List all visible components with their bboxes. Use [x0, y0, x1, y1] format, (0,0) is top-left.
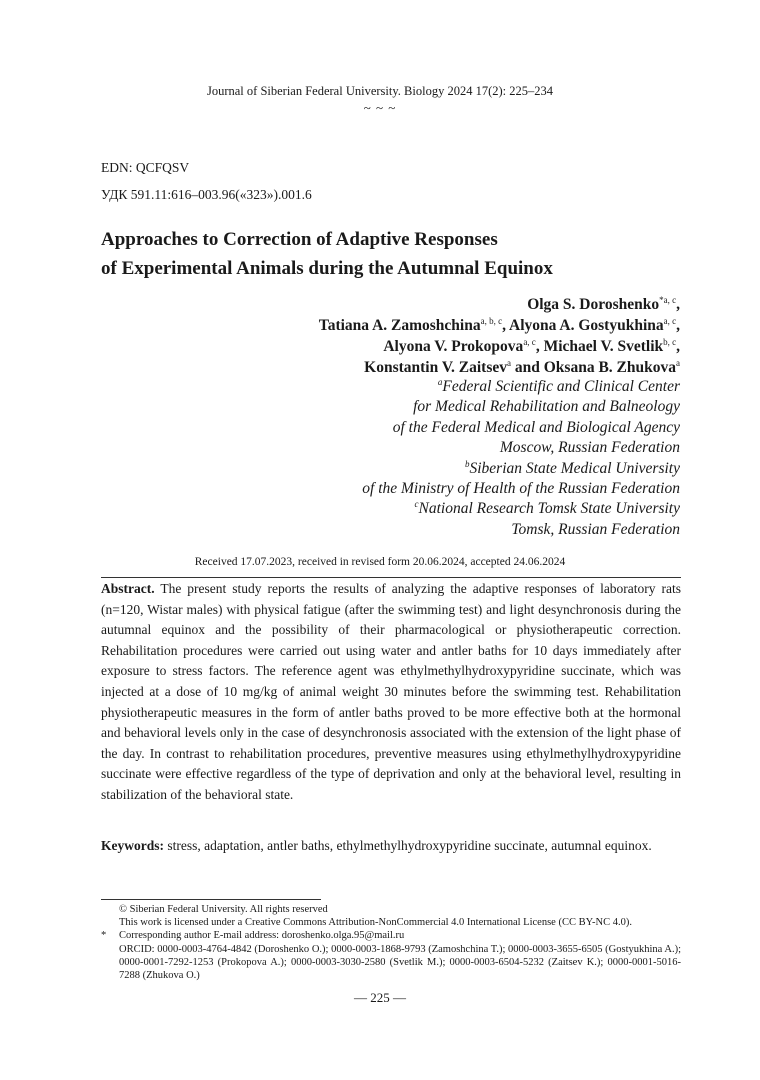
- author-line-1: Olga S. Doroshenko$^{*a, c}$,: [527, 294, 680, 313]
- title-line-1: Approaches to Correction of Adaptive Responses: [101, 229, 498, 250]
- udk-code: УДК 591.11:616–003.96(«323»).001.6: [101, 187, 312, 202]
- author-conjunction: and: [511, 359, 544, 376]
- author-name: Tatiana A. Zamoshchina: [318, 317, 481, 334]
- author-line-2: Tatiana A. Zamoshchina$^{a, b, c}$, Alyona A. Gostyukhina$^{a, c}$,: [318, 315, 680, 334]
- affiliation-line: Federal Scientific and Clinical Center: [442, 378, 680, 395]
- title-line-2: of Experimental Animals during the Autumnal Equinox: [101, 258, 553, 279]
- affiliation-list: [80, 377, 680, 540]
- journal-header: Journal of Siberian Federal University. Biology 2024 17(2): 225–234: [206, 84, 553, 98]
- footnote-spacer: [101, 903, 119, 916]
- author-name: Alyona V. Prokopova: [383, 338, 524, 355]
- author-affiliation-mark: b, c: [663, 336, 677, 347]
- abstract: [101, 579, 681, 806]
- author-name: Alyona A. Gostyukhina: [509, 317, 664, 334]
- affiliation-mark: a: [437, 376, 443, 387]
- page-number: — 225 —: [354, 990, 406, 1005]
- affiliation-line: Siberian State Medical University: [469, 459, 680, 477]
- abstract-divider: [101, 577, 681, 578]
- affiliation-line: National Research Tomsk State University: [418, 500, 680, 518]
- author-line-4: [80, 357, 680, 378]
- affiliation-line: Tomsk, Russian Federation: [511, 520, 680, 538]
- author-list: [80, 294, 680, 378]
- footnote-spacer: [101, 916, 119, 929]
- footnote-spacer: [101, 943, 119, 983]
- footnote-copyright: [101, 903, 681, 916]
- author-name: Oksana B. Zhukova: [543, 359, 676, 376]
- author-affiliation-mark: a: [676, 357, 680, 368]
- paper-title: [101, 225, 681, 283]
- footnote-license: [101, 916, 681, 929]
- affiliation-c: [80, 499, 680, 519]
- footnote-divider: [101, 899, 321, 900]
- author-name: Konstantin V. Zaitsev: [364, 359, 507, 376]
- header-separator: ~ ~ ~: [363, 100, 397, 115]
- keywords-text: stress, adaptation, antler baths, ethylmethylhydroxypyridine succinate, autumnal equinox.: [164, 838, 652, 853]
- keywords: [101, 836, 681, 856]
- affiliation-line: for Medical Rehabilitation and Balneology: [413, 398, 680, 416]
- keywords-label: Keywords:: [101, 838, 164, 853]
- abstract-text: The present study reports the results of analyzing the adaptive responses of laboratory rats (n=120, Wistar males) with physical fatigue (after the swimming test) and light desynchronosis during the autumnal equinox and the possibility of their pharmacological or physiotherapeutic correction. Rehabilitation procedures were carried out using water and antler baths for 10 days immediately after exposure to stress factors. The reference agent was ethylmethylhydroxypyridine succinate, which was injected at a dose of 10 mg/kg of animal weight 30 minutes before the swimming test. Rehabilitation physiotherapeutic measures in the form of antler baths proved to be more effective both at the hormonal and behavioral levels only in the case of desynchronosis associated with the extension of the light phase of the day. In contrast to rehabilitation procedures, preventive measures using ethylmethylhydroxypyridine succinate were effective regardless of the type of deprivation and only at the behavioral level, resulting in stabilization of the behavioral state.: [101, 581, 681, 802]
- affiliation-line: Moscow, Russian Federation: [499, 439, 680, 457]
- affiliation-b: [80, 459, 680, 479]
- author-line-3: Alyona V. Prokopova$^{a, c}$, Michael V. Svetlik$^{b, c}$,: [383, 336, 680, 355]
- affiliation-line: of the Federal Medical and Biological Agency: [392, 418, 680, 436]
- author-affiliation-mark: a, c: [663, 315, 677, 326]
- footnote-asterisk: *: [101, 930, 107, 942]
- submission-dates: Received 17.07.2023, received in revised form 20.06.2024, accepted 24.06.2024: [194, 556, 566, 568]
- author-affiliation-mark: *a, c: [659, 294, 677, 305]
- affiliation-line: of the Ministry of Health of the Russian Federation: [362, 480, 680, 498]
- corresponding-author-text: Corresponding author E-mail address: doroshenko.olga.95@mail.ru: [119, 930, 405, 942]
- edn-code: EDN: QCFQSV: [101, 160, 190, 175]
- author-affiliation-mark: a, b, c: [480, 315, 503, 326]
- footnote-orcid: [101, 943, 681, 983]
- author-affiliation-mark: a, c: [523, 336, 536, 347]
- author-affiliation-mark: a: [507, 357, 511, 368]
- author-name: Michael V. Svetlik: [543, 338, 664, 355]
- footnotes: [101, 903, 681, 982]
- affiliation-a: [80, 377, 680, 397]
- affiliation-mark: c: [414, 499, 419, 510]
- orcid-text: ORCID: 0000-0003-4764-4842 (Doroshenko O.); 0000-0003-1868-9793 (Zamoshchina T.); 0000-0003-3655-6505 (Gostyukhina A.); 0000-0001-7292-1253 (Prokopova A.); 0000-0003-3030-2580 (Svetlik M.); 0000-0003-6504-5232 (Zaitsev K.); 0000-0001-5016-7288 (Zhukova O.): [119, 943, 681, 982]
- license-text: This work is licensed under a Creative Commons Attribution-NonCommercial 4.0 International License (CC BY-NC 4.0).: [119, 917, 632, 929]
- copyright-text: © Siberian Federal University. All rights reserved: [119, 904, 328, 915]
- author-name: Olga S. Doroshenko: [527, 296, 660, 313]
- footnote-corresponding: [101, 929, 681, 942]
- abstract-label: Abstract.: [101, 581, 155, 596]
- affiliation-mark: b: [465, 458, 470, 469]
